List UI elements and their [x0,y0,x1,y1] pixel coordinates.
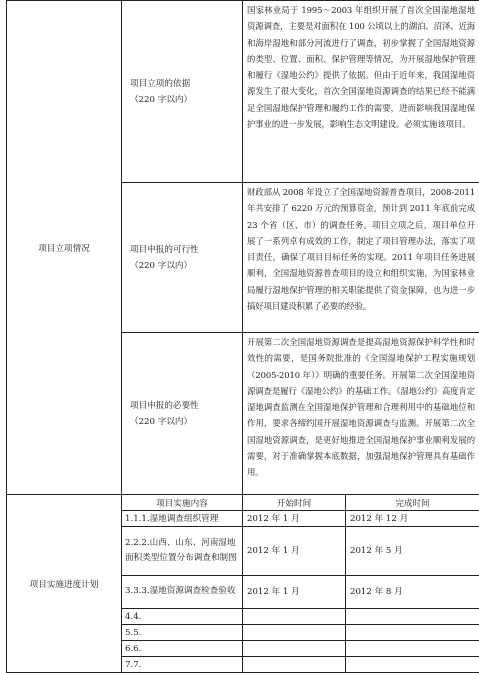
schedule-content: 3.3.3.湿地资源调查检查验收 [122,576,243,609]
schedule-start [243,625,346,641]
feasibility-title: 项目申报的可行性 [130,242,242,258]
schedule-header-row [7,495,479,511]
schedule-content: 4.4. [122,609,243,625]
basis-limit: （220 字以内） [130,92,242,108]
necessity-limit: （220 字以内） [130,414,242,430]
project-form-table [6,0,479,673]
schedule-content: 6.6. [122,641,243,657]
header-end: 完成时间 [346,495,479,511]
schedule-label: 项目实施进度计划 [7,495,122,673]
basis-title: 项目立项的依据 [130,76,242,92]
header-content: 项目实施内容 [122,495,243,511]
project-status-label: 项目立项情况 [7,1,122,495]
feasibility-title-cell [122,183,243,333]
schedule-content: 7.7. [122,657,243,673]
schedule-end: 2012 年 5 月 [346,527,479,576]
basis-text: 国家林业局于 1995～2003 年组织开展了首次全国湿地湿地资源调查，主要是对面积在 100 公顷以上的湖泊、沼泽、近海和海岸湿地和部分河流进行了调查，初步掌握了全国湿地资源的类型、位置、面积、保护管理等情况，为开展湿地保护管理和履行《湿地公约》提供了依据。但由于近年来，我国湿地资源发生了很大变化，首次全国湿地资源调查的结果已经不能满足全国湿地保护管理和履约工作的需要，进而影响我国湿地保护事业的进一步发展，影响生态文明建设。必须实施该项目。 [243,1,479,183]
schedule-end [346,609,479,625]
schedule-end: 2012 年 8 月 [346,576,479,609]
schedule-content: 2.2.2.山西、山东、河南湿地面积类型位置分布调查和制图 [122,527,243,576]
necessity-title-cell [122,333,243,495]
feasibility-limit: （220 字以内） [130,258,242,274]
schedule-start [243,657,346,673]
schedule-end [346,641,479,657]
schedule-start [243,609,346,625]
schedule-end [346,657,479,673]
header-start: 开始时间 [243,495,346,511]
schedule-start: 2012 年 1 月 [243,576,346,609]
schedule-end: 2012 年 12 月 [346,511,479,527]
necessity-text: 开展第二次全国湿地资源调查是提高湿地资源保护科学性和时效性的需要，是国务院批准的《全国湿地保护工程实施规划（2005-2010 年）》明确的重要任务。开展第二次全国湿地资源调查是履行《湿地公约》的基础工作。《湿地公约》高度肯定湿地调查监测在全国湿地保护管理和合理利用中的基础地位和作用，要求各缔约国开展湿地资源调查与监测。开展第二次全国湿地资源调查，是更好地推进全国湿地保护事业顺利发展的需要，对于准确掌握本底数据，加强湿地保护管理具有基础作用。 [243,333,479,495]
schedule-content: 1.1.1.湿地调查组织管理 [122,511,243,527]
schedule-start: 2012 年 1 月 [243,511,346,527]
schedule-content: 5.5. [122,625,243,641]
schedule-start: 2012 年 1 月 [243,527,346,576]
schedule-start [243,641,346,657]
basis-title-cell [122,1,243,183]
feasibility-text: 财政部从 2008 年设立了全国湿地资源普查项目，2008-2011 年共安排了 6220 万元的预算资金，预计到 2011 年底前完成 23 个省（区、市）的调查任务。项目立项之后，项目单位开展了一系列卓有成效的工作，制定了项目管理办法，落实了项目责任，确保了项目目标任务的实现。2011 年项目任务进展顺利，全国湿地资源普查项目的设立和组织实施，为国家林业局履行湿地保护管理的相关职能提供了资金保障，也为进一步搞好项目建设积累了必要的经验。 [243,183,479,333]
basis-row [7,1,479,183]
necessity-title: 项目申报的必要性 [130,398,242,414]
schedule-end [346,625,479,641]
